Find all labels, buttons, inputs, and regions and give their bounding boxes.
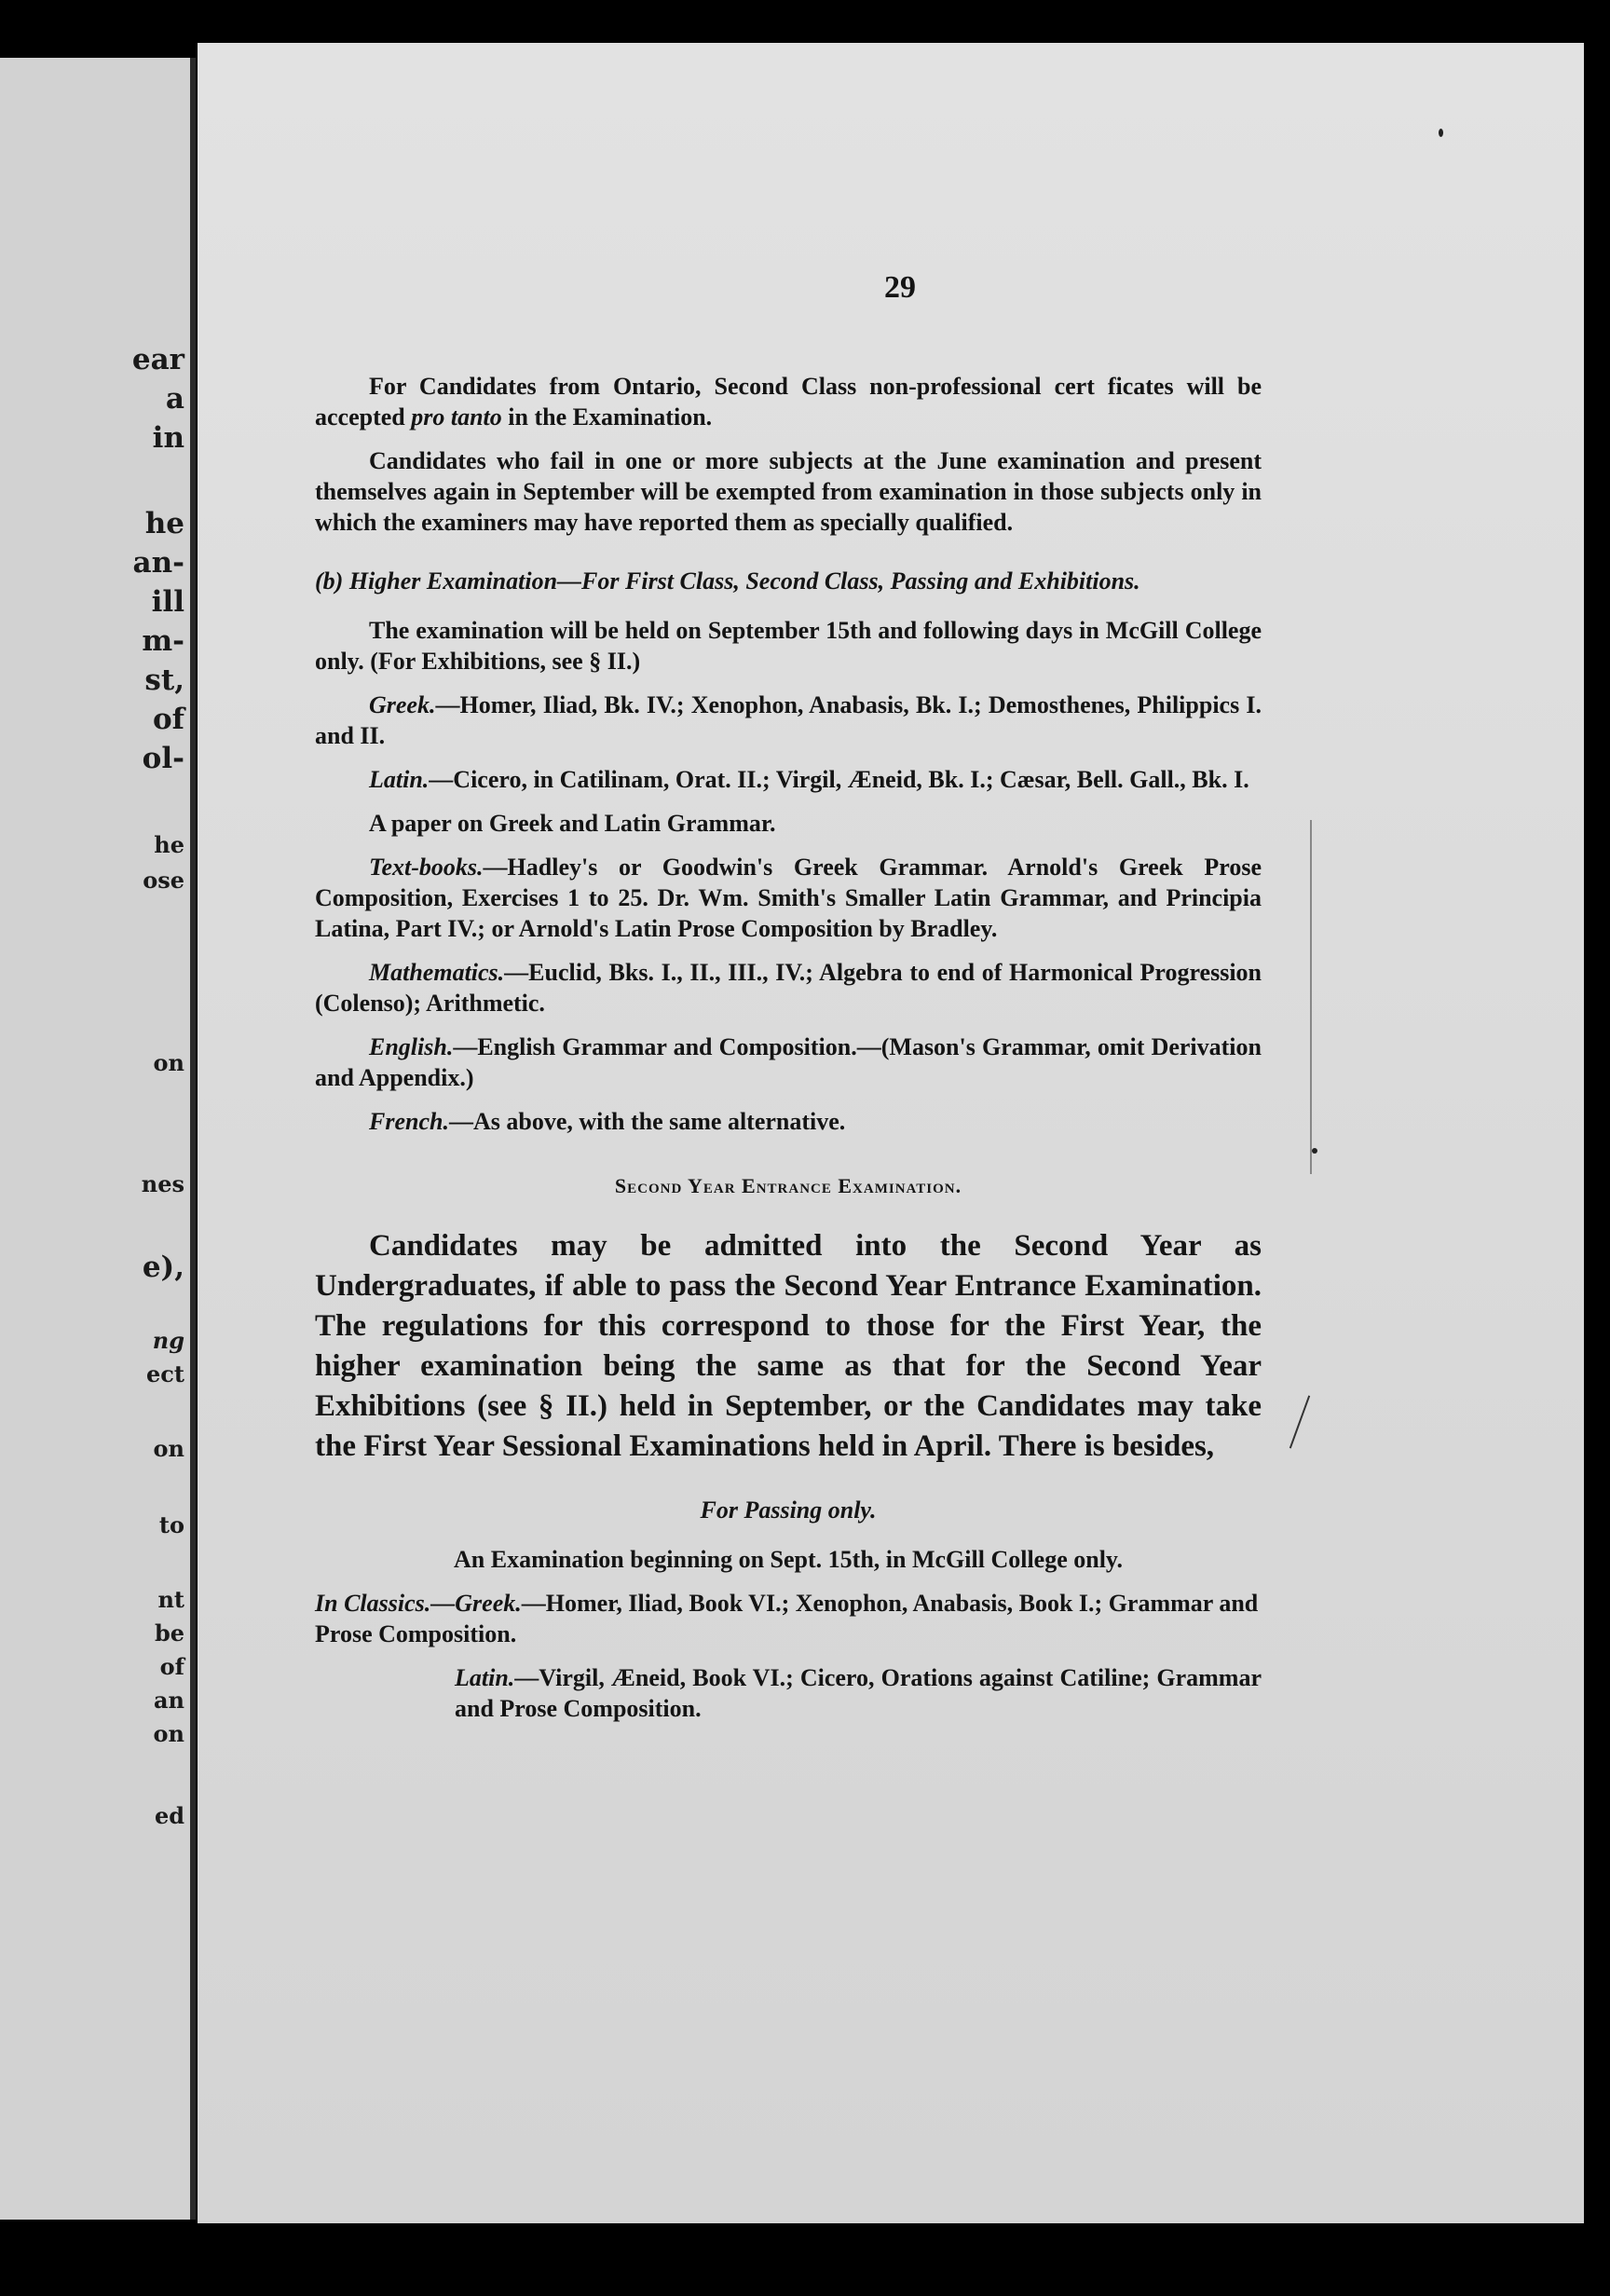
fragment: m- bbox=[142, 624, 184, 658]
page-body bbox=[315, 266, 1262, 1724]
fragment: nt bbox=[157, 1586, 184, 1613]
classics-greek bbox=[315, 1588, 1262, 1649]
fragment: ol- bbox=[142, 742, 184, 775]
second-year-heading: Second Year Entrance Examination. bbox=[614, 1174, 962, 1197]
textbooks-text: —Hadley's or Goodwin's Greek Grammar. Arnold's Greek Prose Composition, Exercises 1 to 25. Dr. Wm. Smith's Smaller Latin Grammar, and Principia Latina, Part IV.; or Arnold's Latin Prose Composition by Bradley. bbox=[315, 854, 1262, 942]
higher-intro: The examination will be held on September 15th and following days in McGill College only. (For Exhibitions, see § II.) bbox=[315, 617, 1262, 675]
english-text: —English Grammar and Composition.—(Mason's Grammar, omit Derivation and Appendix.) bbox=[315, 1033, 1262, 1091]
greek-text: —Homer, Iliad, Bk. IV.; Xenophon, Anabasis, Bk. I.; Demosthenes, Philippics I. and II. bbox=[315, 691, 1262, 749]
fragment: on bbox=[153, 1435, 184, 1462]
fragment: of bbox=[152, 703, 184, 736]
latin-requirement bbox=[315, 764, 1262, 795]
ontario-section bbox=[315, 371, 1262, 538]
classics-latin-label: Latin. bbox=[455, 1664, 515, 1691]
adjacent-page-fragment bbox=[0, 58, 194, 2220]
mathematics-label: Mathematics. bbox=[369, 959, 505, 986]
classics-latin bbox=[315, 1662, 1262, 1724]
fragment: to bbox=[158, 1511, 184, 1538]
french-label: French. bbox=[369, 1108, 449, 1135]
fragment: nes bbox=[141, 1170, 184, 1197]
textbooks-requirement bbox=[315, 852, 1262, 944]
higher-examination-section bbox=[315, 615, 1262, 1137]
passing-section bbox=[315, 1544, 1262, 1724]
page-gutter bbox=[190, 58, 196, 2220]
second-year-section bbox=[315, 1226, 1262, 1467]
higher-examination-heading: (b) Higher Examination—For First Class, Second Class, Passing and Exhibitions. bbox=[315, 567, 1140, 594]
mathematics-text: —Euclid, Bks. I., II., III., IV.; Algebra to end of Harmonical Progression (Colenso); Arithmetic. bbox=[315, 959, 1262, 1017]
scan-line bbox=[1310, 820, 1312, 1174]
fragment: on bbox=[153, 1049, 184, 1076]
french-requirement bbox=[315, 1106, 1262, 1137]
candidates-fail-paragraph: Candidates who fail in one or more subjects at the June examination and present themselves again in September will be exempted from examination in those subjects only in which the examiners may have reported them as specially qualified. bbox=[315, 447, 1262, 536]
classics-greek-text: —Homer, Iliad, Book VI.; Xenophon, Anabasis, Book I.; Grammar and Prose Composition. bbox=[315, 1590, 1259, 1647]
fragment: ed bbox=[154, 1802, 184, 1829]
fragment: he bbox=[154, 831, 184, 858]
mathematics-requirement bbox=[315, 957, 1262, 1018]
fragment: ng bbox=[152, 1327, 184, 1354]
fragment: ect bbox=[146, 1360, 184, 1387]
english-requirement bbox=[315, 1032, 1262, 1093]
classics-label: In Classics.—Greek. bbox=[315, 1590, 522, 1617]
grammar-paper: A paper on Greek and Latin Grammar. bbox=[369, 810, 776, 837]
fragment: ear bbox=[131, 343, 184, 376]
fragment: he bbox=[144, 507, 184, 540]
scan-speck bbox=[1439, 129, 1443, 137]
scan-speck bbox=[1312, 1148, 1317, 1154]
ontario-text-end: in the Examination. bbox=[501, 403, 713, 430]
classics-latin-text: —Virgil, Æneid, Book VI.; Cicero, Orations against Catiline; Grammar and Prose Composition. bbox=[455, 1664, 1262, 1722]
fragment: an bbox=[154, 1687, 184, 1714]
ontario-text: For Candidates from Ontario, Second Class non-professional cert ficates will be accepted bbox=[315, 373, 1262, 430]
latin-text: —Cicero, in Catilinam, Orat. II.; Virgil, Æneid, Bk. I.; Cæsar, Bell. Gall., Bk. I. bbox=[429, 766, 1249, 793]
french-text: —As above, with the same alternative. bbox=[448, 1108, 846, 1135]
page bbox=[198, 43, 1584, 2223]
for-passing-heading: For Passing only. bbox=[700, 1496, 877, 1524]
fragment: ose bbox=[143, 867, 184, 894]
fragment: in bbox=[152, 421, 184, 455]
fragment: st, bbox=[144, 663, 184, 697]
fragment: on bbox=[153, 1720, 184, 1747]
textbooks-label: Text-books. bbox=[369, 854, 484, 881]
greek-label: Greek. bbox=[369, 691, 436, 718]
fragment: ill bbox=[151, 585, 184, 619]
page-number: 29 bbox=[884, 270, 916, 305]
scan-line bbox=[1289, 1395, 1310, 1448]
ontario-paragraph bbox=[315, 371, 1262, 432]
pro-tanto: pro tanto bbox=[411, 403, 502, 430]
second-year-paragraph: Candidates may be admitted into the Second Year as Undergraduates, if able to pass the Second Year Entrance Examination. The regulations for this correspond to those for the First Year, the higher examination being the same as that for the Second Year Exhibitions (see § II.) held in September, or the Candidates may take the First Year Sessional Examinations held in April. There is besides, bbox=[315, 1229, 1262, 1463]
fragment: e), bbox=[142, 1250, 184, 1284]
passing-intro: An Examination beginning on Sept. 15th, in McGill College only. bbox=[454, 1546, 1123, 1573]
fragment: a bbox=[165, 382, 184, 416]
fragment: an- bbox=[132, 546, 184, 580]
greek-requirement bbox=[315, 690, 1262, 751]
latin-label: Latin. bbox=[369, 766, 430, 793]
fragment: be bbox=[154, 1620, 184, 1647]
fragment: of bbox=[159, 1653, 184, 1680]
english-label: English. bbox=[369, 1033, 454, 1060]
